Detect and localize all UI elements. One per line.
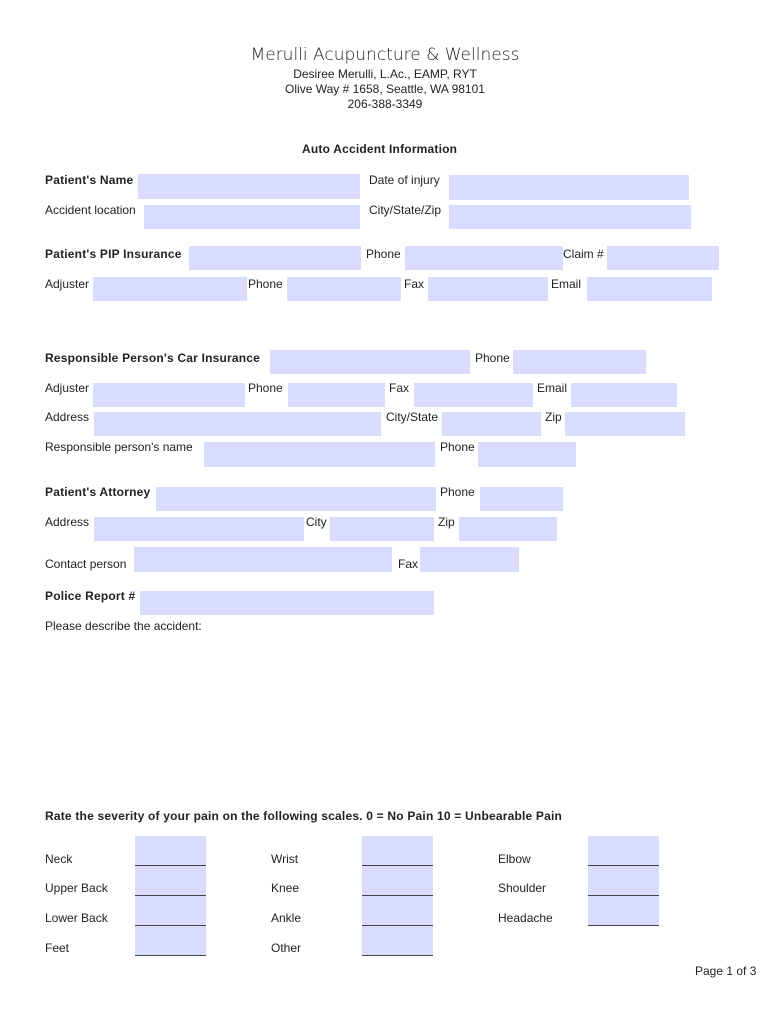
responsible-zip-field[interactable] bbox=[565, 412, 685, 436]
form-heading: Auto Accident Information bbox=[302, 142, 458, 156]
attorney-zip-field[interactable] bbox=[459, 517, 557, 541]
responsible-adjuster-phone-field[interactable] bbox=[288, 383, 385, 407]
accident-location-label: Accident location bbox=[45, 203, 136, 217]
responsible-email-field[interactable] bbox=[571, 383, 677, 407]
pain-label-other: Other bbox=[271, 941, 302, 955]
pain-underline bbox=[362, 865, 433, 866]
city-state-zip-label: City/State/Zip bbox=[369, 203, 442, 217]
attorney-phone-label: Phone bbox=[440, 485, 475, 499]
pain-underline bbox=[135, 895, 206, 896]
pain-label-elbow: Elbow bbox=[498, 852, 531, 866]
pain-underline bbox=[135, 925, 206, 926]
describe-accident-label: Please describe the accident: bbox=[45, 619, 202, 633]
attorney-phone-field[interactable] bbox=[480, 487, 563, 511]
pain-label-ankle: Ankle bbox=[271, 911, 302, 925]
pip-adjuster-label: Adjuster bbox=[45, 277, 90, 291]
responsible-phone-field[interactable] bbox=[513, 350, 646, 374]
pain-scale-instruction: Rate the severity of your pain on the following scales. 0 = No Pain 10 = Unbearable Pain bbox=[45, 809, 563, 823]
page-number: Page 1 of 3 bbox=[695, 964, 757, 978]
pain-label-upper-back: Upper Back bbox=[45, 881, 108, 895]
responsible-name-phone-field[interactable] bbox=[478, 442, 576, 467]
pain-label-knee: Knee bbox=[271, 881, 300, 895]
pain-label-wrist: Wrist bbox=[271, 852, 299, 866]
practice-title: Merulli Acupuncture & Wellness bbox=[250, 45, 520, 65]
attorney-fax-label: Fax bbox=[398, 557, 419, 571]
pip-adjuster-field[interactable] bbox=[93, 277, 247, 301]
attorney-address-field[interactable] bbox=[94, 517, 304, 541]
practice-address: Olive Way # 1658, Seattle, WA 98101 bbox=[285, 82, 485, 96]
pip-email-field[interactable] bbox=[587, 277, 712, 301]
pain-underline bbox=[588, 925, 659, 926]
attorney-address-label: Address bbox=[45, 515, 90, 529]
describe-accident-field[interactable] bbox=[45, 636, 735, 796]
responsible-fax-label: Fax bbox=[389, 381, 410, 395]
responsible-adjuster-phone-label: Phone bbox=[248, 381, 283, 395]
pip-fax-label: Fax bbox=[404, 277, 425, 291]
responsible-address-label: Address bbox=[45, 410, 90, 424]
responsible-insurance-label: Responsible Person's Car Insurance bbox=[45, 351, 261, 365]
responsible-phone-label: Phone bbox=[475, 351, 510, 365]
pain-underline bbox=[588, 865, 659, 866]
responsible-address-field[interactable] bbox=[94, 412, 381, 436]
pip-adjuster-phone-label: Phone bbox=[248, 277, 283, 291]
pain-upper-back-field[interactable] bbox=[135, 866, 206, 896]
practice-phone: 206-388-3349 bbox=[347, 97, 423, 111]
date-of-injury-field[interactable] bbox=[449, 175, 689, 200]
practitioner-credentials: Desiree Merulli, L.Ac., EAMP, RYT bbox=[293, 67, 477, 81]
pain-elbow-field[interactable] bbox=[588, 836, 659, 866]
attorney-label: Patient's Attorney bbox=[45, 485, 151, 499]
pain-other-field[interactable] bbox=[362, 926, 433, 956]
pip-fax-field[interactable] bbox=[428, 277, 548, 301]
pain-label-headache: Headache bbox=[498, 911, 553, 925]
pain-ankle-field[interactable] bbox=[362, 896, 433, 926]
pip-email-label: Email bbox=[551, 277, 582, 291]
attorney-city-field[interactable] bbox=[330, 517, 434, 541]
city-state-zip-field[interactable] bbox=[449, 205, 691, 229]
attorney-field[interactable] bbox=[156, 487, 436, 511]
pain-underline bbox=[362, 895, 433, 896]
pain-headache-field[interactable] bbox=[588, 896, 659, 926]
claim-field[interactable] bbox=[607, 246, 719, 270]
pain-label-neck: Neck bbox=[45, 852, 73, 866]
responsible-zip-label: Zip bbox=[545, 410, 562, 424]
patient-name-field[interactable] bbox=[138, 174, 360, 199]
pip-phone-label: Phone bbox=[366, 247, 401, 261]
responsible-city-state-field[interactable] bbox=[442, 412, 541, 436]
pain-underline bbox=[135, 955, 206, 956]
pain-knee-field[interactable] bbox=[362, 866, 433, 896]
responsible-name-phone-label: Phone bbox=[440, 440, 475, 454]
responsible-fax-field[interactable] bbox=[414, 383, 533, 407]
pip-insurance-label: Patient's PIP Insurance bbox=[45, 247, 182, 261]
contact-person-field[interactable] bbox=[134, 547, 392, 572]
responsible-adjuster-field[interactable] bbox=[93, 383, 245, 407]
responsible-email-label: Email bbox=[537, 381, 568, 395]
pip-phone-field[interactable] bbox=[405, 246, 563, 270]
responsible-name-field[interactable] bbox=[204, 442, 435, 467]
attorney-fax-field[interactable] bbox=[420, 547, 519, 572]
pain-feet-field[interactable] bbox=[135, 926, 206, 956]
pain-underline bbox=[362, 925, 433, 926]
pain-label-feet: Feet bbox=[45, 941, 70, 955]
pain-lower-back-field[interactable] bbox=[135, 896, 206, 926]
responsible-insurance-field[interactable] bbox=[270, 350, 470, 374]
date-of-injury-label: Date of injury bbox=[369, 173, 440, 187]
pain-underline bbox=[135, 865, 206, 866]
pain-shoulder-field[interactable] bbox=[588, 866, 659, 896]
responsible-adjuster-label: Adjuster bbox=[45, 381, 90, 395]
attorney-city-label: City bbox=[306, 515, 327, 529]
pain-label-lower-back: Lower Back bbox=[45, 911, 108, 925]
police-report-label: Police Report # bbox=[45, 589, 136, 603]
responsible-city-state-label: City/State bbox=[386, 410, 439, 424]
pain-wrist-field[interactable] bbox=[362, 836, 433, 866]
pip-adjuster-phone-field[interactable] bbox=[287, 277, 401, 301]
pain-label-shoulder: Shoulder bbox=[498, 881, 547, 895]
pain-neck-field[interactable] bbox=[135, 836, 206, 866]
accident-location-field[interactable] bbox=[144, 205, 360, 229]
patient-name-label: Patient's Name bbox=[45, 173, 134, 187]
claim-label: Claim # bbox=[563, 247, 604, 261]
pain-underline bbox=[588, 895, 659, 896]
police-report-field[interactable] bbox=[140, 591, 434, 615]
responsible-name-label: Responsible person's name bbox=[45, 440, 193, 454]
pain-underline bbox=[362, 955, 433, 956]
contact-person-label: Contact person bbox=[45, 557, 127, 571]
attorney-zip-label: Zip bbox=[438, 515, 455, 529]
pip-insurance-field[interactable] bbox=[189, 246, 361, 270]
